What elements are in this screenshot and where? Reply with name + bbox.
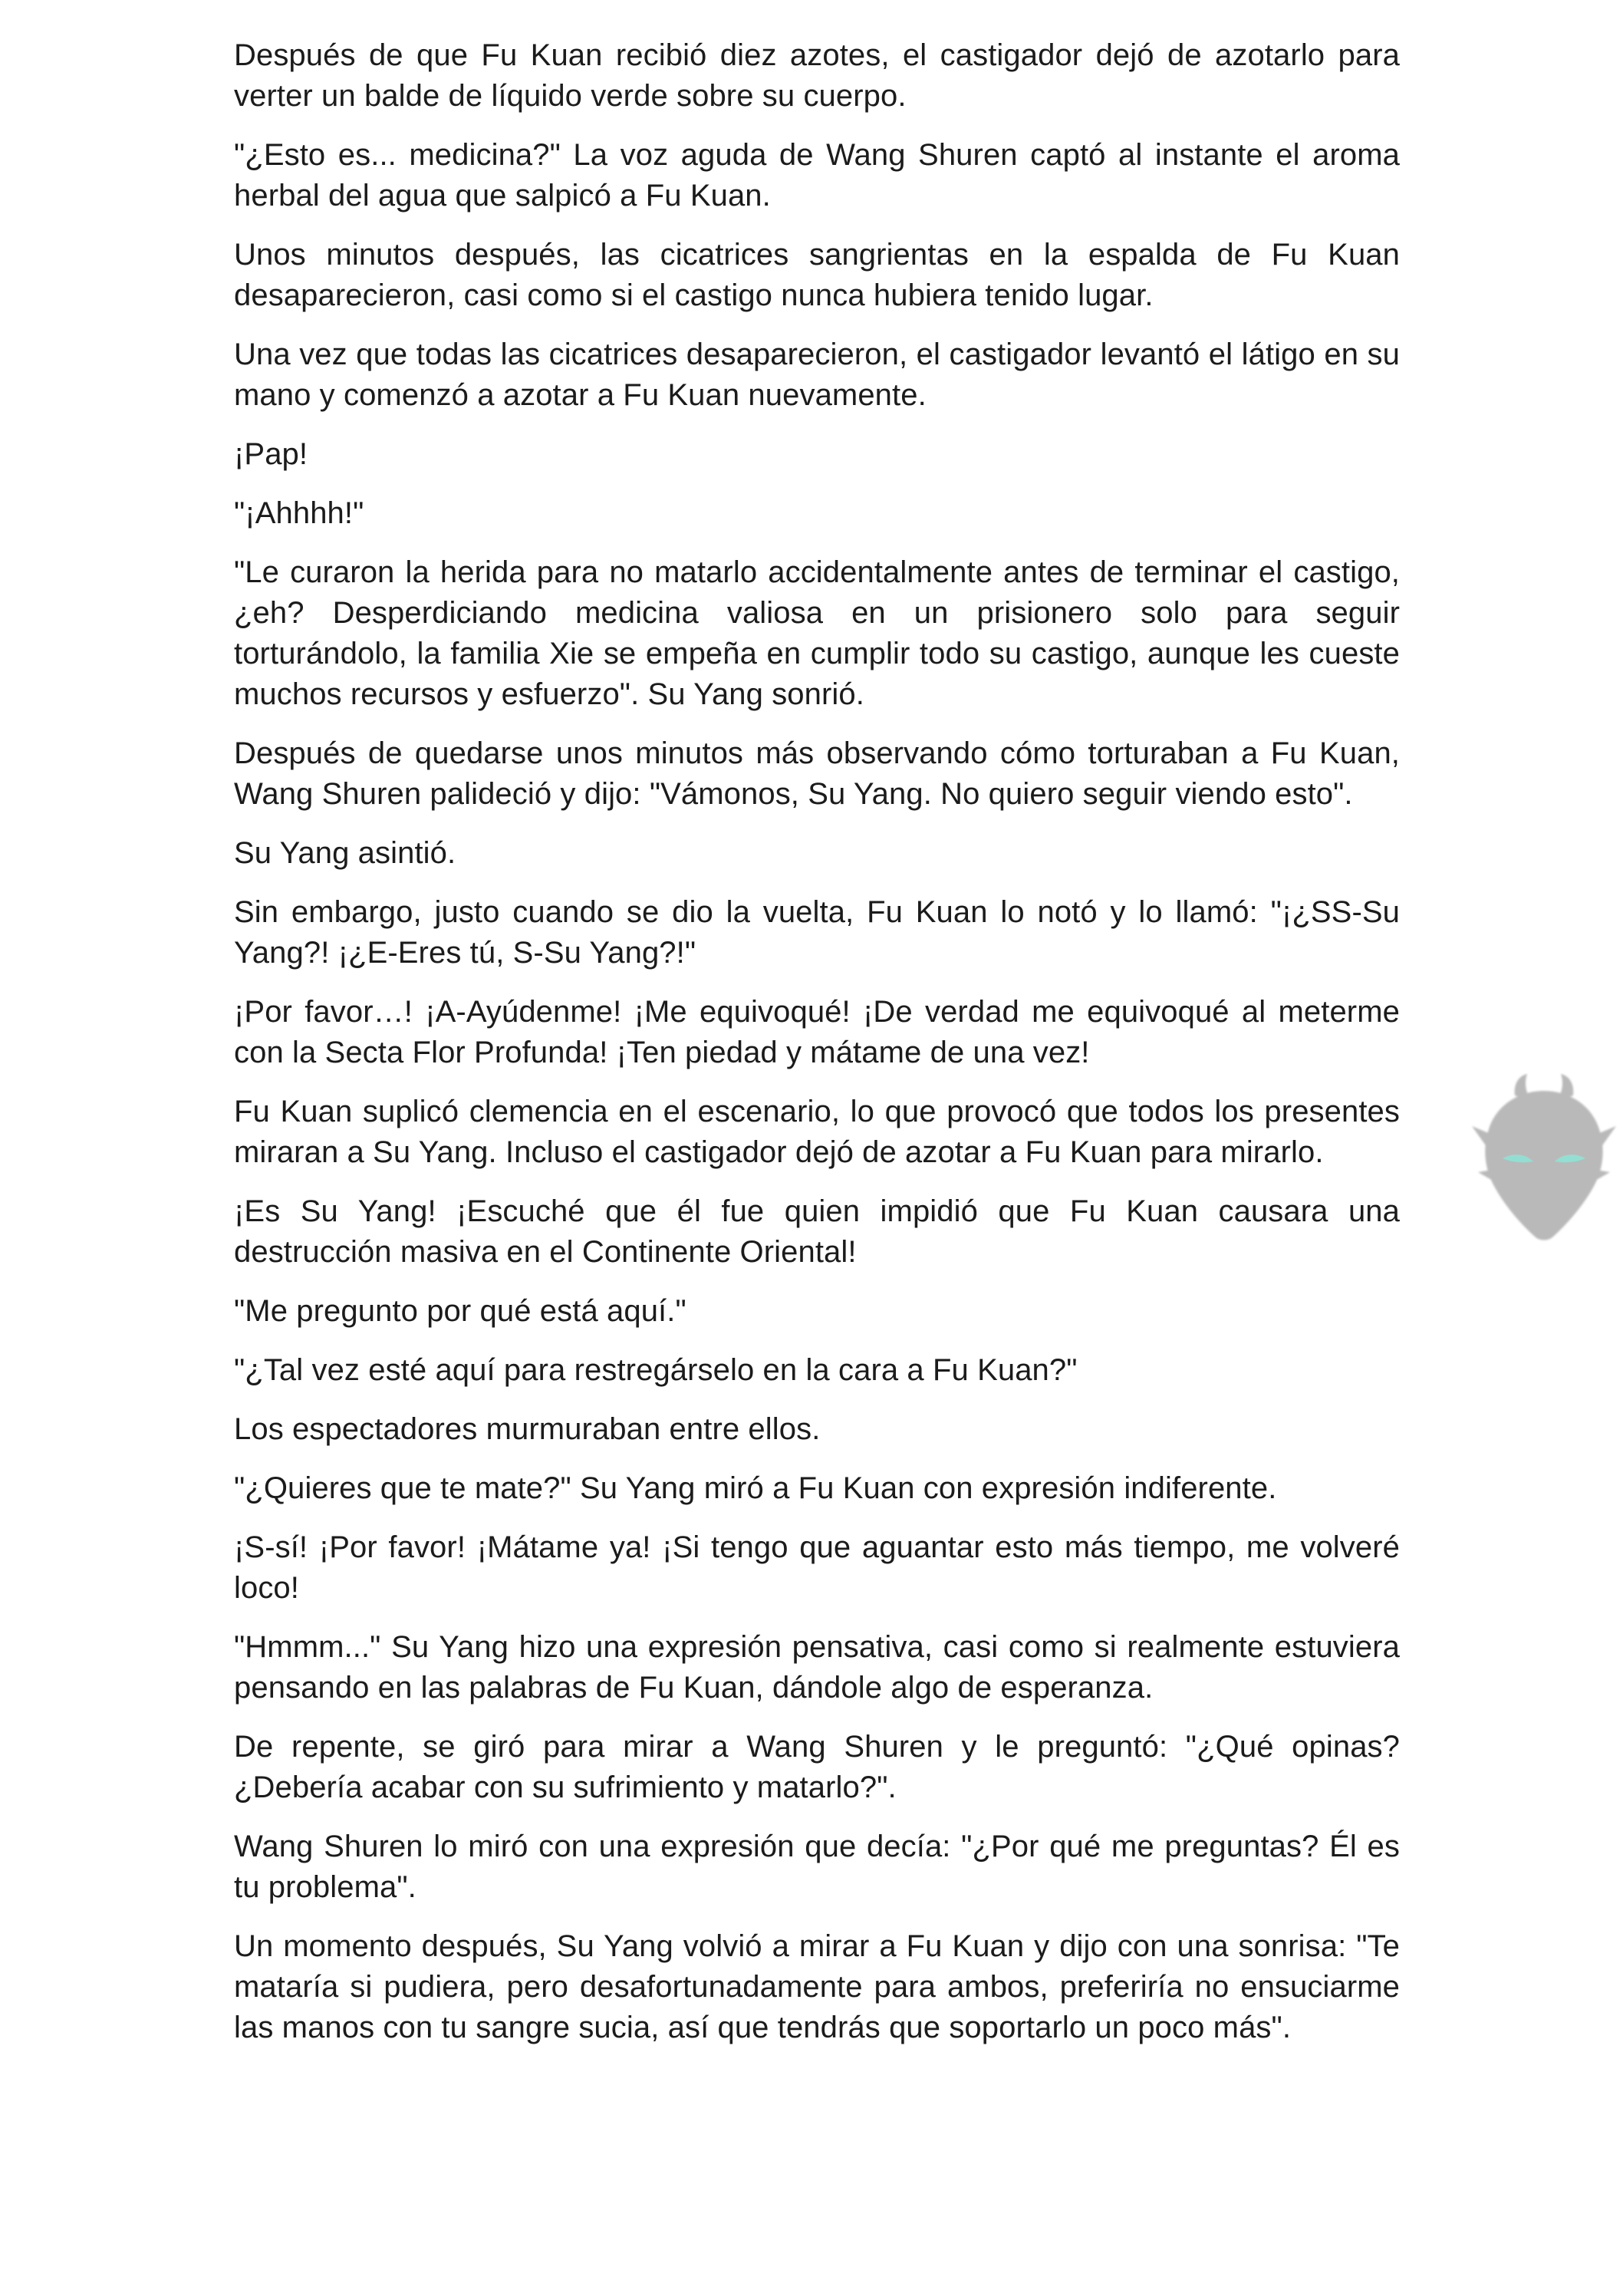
paragraph: Sin embargo, justo cuando se dio la vuelta, Fu Kuan lo notó y lo llamó: "¡¿SS-Su Yang?! ¡¿E-Eres tú, S-Su Yang?!" xyxy=(234,895,1400,970)
paragraph: "Me pregunto por qué está aquí." xyxy=(234,1294,686,1328)
paragraph: Unos minutos después, las cicatrices sangrientas en la espalda de Fu Kuan desaparecieron, casi como si el castigo nunca hubiera tenido lugar. xyxy=(234,238,1400,312)
paragraph: Los espectadores murmuraban entre ellos. xyxy=(234,1412,821,1446)
demon-head-icon xyxy=(1469,1072,1619,1246)
document-body xyxy=(234,35,1400,2067)
paragraph: "¡Ahhhh!" xyxy=(234,496,364,530)
paragraph: ¡S-sí! ¡Por favor! ¡Mátame ya! ¡Si tengo que aguantar esto más tiempo, me volveré loco! xyxy=(234,1530,1400,1605)
paragraph: "¿Quieres que te mate?" Su Yang miró a Fu Kuan con expresión indiferente. xyxy=(234,1471,1277,1505)
paragraph: "¿Tal vez esté aquí para restregárselo en la cara a Fu Kuan?" xyxy=(234,1353,1078,1387)
paragraph: "Hmmm..." Su Yang hizo una expresión pensativa, casi como si realmente estuviera pensando en las palabras de Fu Kuan, dándole algo de esperanza. xyxy=(234,1630,1400,1705)
paragraph: ¡Por favor…! ¡A-Ayúdenme! ¡Me equivoqué! ¡De verdad me equivoqué al meterme con la Secta Flor Profunda! ¡Ten piedad y mátame de una vez! xyxy=(234,995,1400,1069)
paragraph: De repente, se giró para mirar a Wang Shuren y le preguntó: "¿Qué opinas? ¿Debería acabar con su sufrimiento y matarlo?". xyxy=(234,1730,1400,1804)
paragraph: Después de quedarse unos minutos más observando cómo torturaban a Fu Kuan, Wang Shuren palideció y dijo: "Vámonos, Su Yang. No quiero seguir viendo esto". xyxy=(234,736,1400,811)
paragraph: ¡Es Su Yang! ¡Escuché que él fue quien impidió que Fu Kuan causara una destrucción masiva en el Continente Oriental! xyxy=(234,1194,1400,1269)
paragraph: ¡Pap! xyxy=(234,437,308,471)
paragraph: "¿Esto es... medicina?" La voz aguda de Wang Shuren captó al instante el aroma herbal del agua que salpicó a Fu Kuan. xyxy=(234,138,1400,212)
paragraph: "Le curaron la herida para no matarlo accidentalmente antes de terminar el castigo, ¿eh? Desperdiciando medicina valiosa en un prisionero solo para seguir torturándolo, la familia Xie se empeña en cumplir todo su castigo, aunque les cueste muchos recursos y esfuerzo". Su Yang sonrió. xyxy=(234,555,1400,711)
paragraph: Su Yang asintió. xyxy=(234,836,456,870)
paragraph: Después de que Fu Kuan recibió diez azotes, el castigador dejó de azotarlo para verter un balde de líquido verde sobre su cuerpo. xyxy=(234,38,1400,113)
paragraph: Wang Shuren lo miró con una expresión que decía: "¿Por qué me preguntas? Él es tu problema". xyxy=(234,1830,1400,1904)
paragraph: Una vez que todas las cicatrices desaparecieron, el castigador levantó el látigo en su mano y comenzó a azotar a Fu Kuan nuevamente. xyxy=(234,338,1400,412)
paragraph: Un momento después, Su Yang volvió a mirar a Fu Kuan y dijo con una sonrisa: "Te mataría si pudiera, pero desafortunadamente para ambos, preferiría no ensuciarme las manos con tu sangre sucia, así que tendrás que soportarlo un poco más". xyxy=(234,1929,1400,2044)
paragraph: Fu Kuan suplicó clemencia en el escenario, lo que provocó que todos los presentes miraran a Su Yang. Incluso el castigador dejó de azotar a Fu Kuan para mirarlo. xyxy=(234,1095,1400,1169)
demon-head-shape xyxy=(1472,1074,1616,1240)
